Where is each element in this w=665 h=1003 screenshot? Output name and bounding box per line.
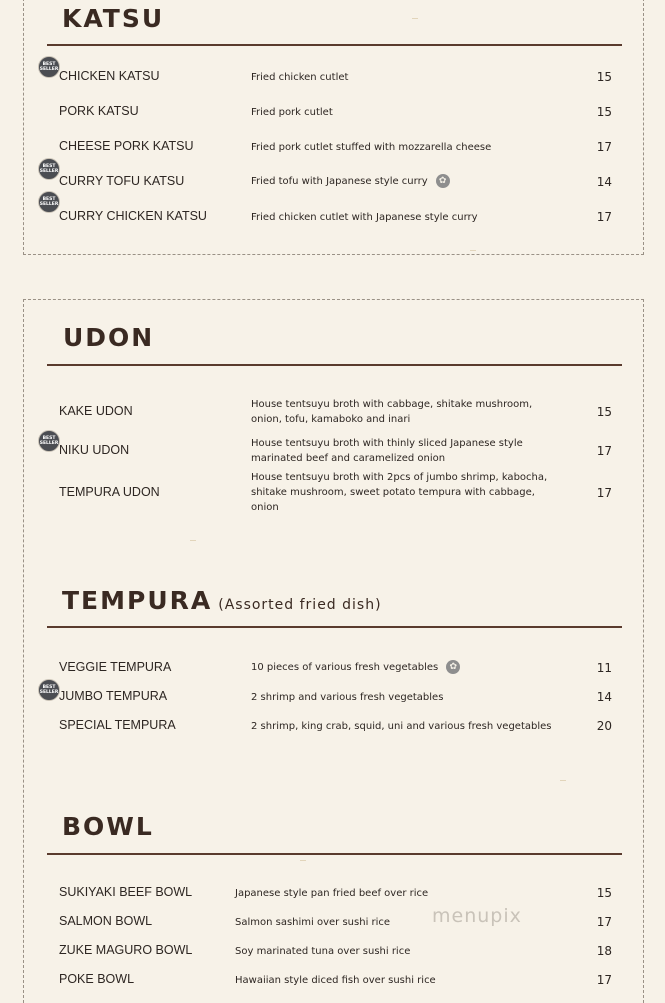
item-description: Soy marinated tuna over sushi rice [235,946,411,957]
item-name: CURRY TOFU KATSU [59,174,185,188]
item-name: CHICKEN KATSU [59,69,160,83]
item-description [251,660,460,675]
best-seller-badge: BEST SELLER [38,56,60,78]
item-name: PORK KATSU [59,104,139,118]
item-name: CHEESE PORK KATSU [59,139,194,153]
menu-item-kake-udon [0,397,665,429]
item-name: TEMPURA UDON [59,485,160,499]
item-price: 18 [596,944,612,958]
item-description: Salmon sashimi over sushi rice [235,917,391,928]
menu-item-sukiyaki-beef-bowl [0,884,665,904]
item-price: 15 [596,105,612,119]
menu-item-special-tempura [0,717,665,737]
menu-item-poke-bowl [0,971,665,991]
item-name: SUKIYAKI BEEF BOWL [59,885,193,899]
menu-item-niku-udon [0,436,665,468]
menu-item-salmon-bowl [0,913,665,933]
section-divider [47,626,622,628]
menu-item-cheese-pork-katsu [0,138,665,158]
menu-item-tempura-udon [0,470,665,516]
leaf-icon: ✿ [436,174,450,188]
menu-item-pork-katsu [0,103,665,123]
best-seller-badge: BEST SELLER [38,158,60,180]
section-divider [47,44,622,46]
item-description [251,470,547,515]
item-price: 17 [596,444,612,458]
best-seller-badge: BEST SELLER [38,679,60,701]
menu-item-zuke-maguro-bowl [0,942,665,962]
item-description: Fried pork cutlet stuffed with mozzarella cheese [251,142,492,153]
section-divider [47,364,622,366]
item-price: 17 [596,973,612,987]
item-description-line: onion, tofu, kamaboko and inari [251,414,411,425]
item-name: NIKU UDON [59,443,130,457]
item-name: SPECIAL TEMPURA [59,718,176,732]
item-description-line: shitake mushroom, sweet potato tempura with cabbage, [251,487,535,498]
item-description: Fried pork cutlet [251,107,333,118]
item-description: Japanese style pan fried beef over rice [235,888,429,899]
katsu-section-title: KATSU [62,4,165,33]
item-price: 17 [596,140,612,154]
menupix-watermark: menupix [432,905,522,927]
tempura-subtitle: (Assorted fried dish) [218,597,382,613]
best-seller-badge: BEST SELLER [38,191,60,213]
best-seller-badge: BEST SELLER [38,430,60,452]
item-description: 2 shrimp and various fresh vegetables [251,692,444,703]
item-price: 15 [596,70,612,84]
item-price: 17 [596,915,612,929]
item-description-line: House tentsuyu broth with thinly sliced Japanese style [251,438,523,449]
item-name: VEGGIE TEMPURA [59,660,172,674]
item-description-line: onion [251,502,279,513]
menu-item-chicken-katsu [0,62,665,88]
item-description: Hawaiian style diced fish over sushi rice [235,975,436,986]
bowl-section-title: BOWL [62,812,154,841]
item-description-text: Fried tofu with Japanese style curry [251,176,428,187]
item-description-line: House tentsuyu broth with 2pcs of jumbo shrimp, kabocha, [251,472,548,483]
tempura-title-text: TEMPURA [62,586,213,615]
item-name: CURRY CHICKEN KATSU [59,209,207,223]
item-price: 14 [596,175,612,189]
menu-item-curry-chicken-katsu [0,197,665,227]
section-divider [47,853,622,855]
item-description: Fried chicken cutlet [251,72,349,83]
item-price: 11 [596,661,612,675]
menu-item-veggie-tempura [0,659,665,679]
item-price: 20 [596,719,612,733]
item-description-line: marinated beef and caramelized onion [251,453,446,464]
item-description: 2 shrimp, king crab, squid, uni and various fresh vegetables [251,721,552,732]
item-price: 14 [596,690,612,704]
item-name: SALMON BOWL [59,914,153,928]
tempura-section-title [62,586,382,615]
item-price: 15 [596,405,612,419]
menu-item-jumbo-tempura [0,685,665,708]
item-description [251,436,523,466]
udon-section-title: UDON [63,323,155,352]
item-description-text: 10 pieces of various fresh vegetables [251,662,439,673]
leaf-icon: ✿ [446,660,460,674]
item-description [251,397,532,427]
item-name: KAKE UDON [59,404,133,418]
item-description: Fried chicken cutlet with Japanese style curry [251,212,478,223]
item-name: POKE BOWL [59,972,135,986]
item-price: 17 [596,210,612,224]
item-description-line: House tentsuyu broth with cabbage, shitake mushroom, [251,399,533,410]
item-description [251,174,450,189]
item-name: ZUKE MAGURO BOWL [59,943,193,957]
item-price: 17 [596,486,612,500]
item-price: 15 [596,886,612,900]
menu-item-curry-tofu-katsu [0,164,665,192]
item-name: JUMBO TEMPURA [59,689,168,703]
